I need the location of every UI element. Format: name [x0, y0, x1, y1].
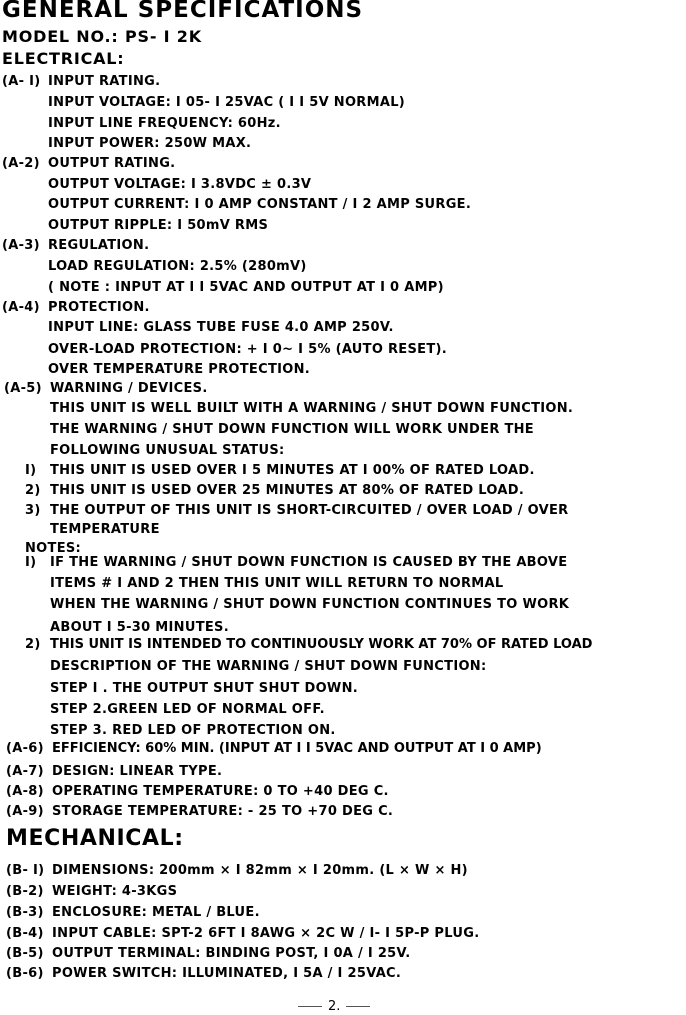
- spec-line: [2, 74, 160, 90]
- item-label: (A-2): [2, 156, 40, 171]
- item-text: POWER SWITCH: ILLUMINATED, I 5A / I 25VAC.: [52, 966, 402, 981]
- item-text: OUTPUT TERMINAL: BINDING POST, I 0A / I 25V.: [52, 946, 411, 961]
- notes-heading: NOTES:: [25, 541, 82, 556]
- model-number: MODEL NO.: PS- I 2K: [2, 27, 202, 46]
- page-number-rule: [346, 1006, 370, 1007]
- spec-line: [6, 966, 401, 982]
- spec-line: STEP I . THE OUTPUT SHUT SHUT DOWN.: [50, 681, 358, 696]
- section-heading-mechanical: MECHANICAL:: [6, 826, 184, 851]
- spec-line: [2, 300, 150, 316]
- spec-line: [25, 463, 535, 479]
- spec-line: [6, 926, 479, 942]
- spec-line: THE WARNING / SHUT DOWN FUNCTION WILL WORK UNDER THE: [50, 422, 534, 437]
- spec-line: [6, 804, 393, 820]
- spec-line: WHEN THE WARNING / SHUT DOWN FUNCTION CONTINUES TO WORK: [50, 597, 570, 612]
- item-text: THIS UNIT IS USED OVER 25 MINUTES AT 80% OF RATED LOAD.: [50, 483, 525, 498]
- item-label: (A-3): [2, 238, 40, 253]
- spec-line: [25, 637, 592, 653]
- spec-line: DESCRIPTION OF THE WARNING / SHUT DOWN FUNCTION:: [50, 659, 487, 674]
- item-label: 2): [25, 637, 41, 652]
- item-text: THE OUTPUT OF THIS UNIT IS SHORT-CIRCUITED / OVER LOAD / OVER: [50, 503, 569, 518]
- item-label: (A-6): [6, 741, 44, 756]
- spec-line: [2, 238, 149, 254]
- spec-line: [2, 156, 175, 172]
- page-number: [292, 999, 376, 1014]
- spec-line: [25, 555, 567, 571]
- spec-line: INPUT LINE: GLASS TUBE FUSE 4.0 AMP 250V.: [48, 320, 394, 335]
- page-title: GENERAL SPECIFICATIONS: [2, 0, 364, 23]
- item-label: (B-5): [6, 946, 44, 961]
- spec-line: INPUT LINE FREQUENCY: 60Hz.: [48, 116, 281, 131]
- item-text: INPUT CABLE: SPT-2 6FT I 8AWG × 2C W / I- I 5P-P PLUG.: [52, 926, 480, 941]
- spec-line: [6, 884, 177, 900]
- item-text: ENCLOSURE: METAL / BLUE.: [52, 905, 260, 920]
- spec-line: [6, 741, 542, 757]
- item-text: PROTECTION.: [48, 300, 150, 315]
- item-text: THIS UNIT IS USED OVER I 5 MINUTES AT I 00% OF RATED LOAD.: [50, 463, 535, 478]
- spec-line: LOAD REGULATION: 2.5% (280mV): [48, 259, 307, 274]
- item-text: THIS UNIT IS INTENDED TO CONTINUOUSLY WORK AT 70% OF RATED LOAD: [50, 637, 593, 652]
- spec-line: INPUT VOLTAGE: I 05- I 25VAC ( I I 5V NORMAL): [48, 95, 406, 110]
- spec-line: OVER TEMPERATURE PROTECTION.: [48, 362, 311, 377]
- spec-line: [25, 483, 524, 499]
- item-text: WARNING / DEVICES.: [50, 381, 208, 396]
- spec-line: [4, 381, 208, 397]
- spec-line: [6, 946, 410, 962]
- item-label: (B-3): [6, 905, 44, 920]
- spec-line: OVER-LOAD PROTECTION: + I 0~ I 5% (AUTO RESET).: [48, 342, 447, 357]
- item-text: WEIGHT: 4-3KGS: [52, 884, 178, 899]
- item-label: (B- I): [6, 863, 45, 878]
- spec-line: ABOUT I 5-30 MINUTES.: [50, 620, 229, 635]
- page-number-rule: [298, 1006, 322, 1007]
- item-text: DIMENSIONS: 200mm × I 82mm × I 20mm. (L × W × H): [52, 863, 468, 878]
- item-label: 2): [25, 483, 41, 498]
- item-label: 3): [25, 503, 41, 518]
- item-label: (B-2): [6, 884, 44, 899]
- spec-line: OUTPUT RIPPLE: I 50mV RMS: [48, 218, 269, 233]
- item-label: (A-8): [6, 784, 44, 799]
- section-heading-electrical: ELECTRICAL:: [2, 49, 125, 68]
- item-text: OPERATING TEMPERATURE: 0 TO +40 DEG C.: [52, 784, 389, 799]
- item-label: (A-5): [4, 381, 42, 396]
- spec-line: [25, 503, 568, 519]
- item-text: INPUT RATING.: [48, 74, 161, 89]
- item-label: I): [25, 555, 37, 570]
- spec-line: ( NOTE : INPUT AT I I 5VAC AND OUTPUT AT I 0 AMP): [48, 280, 444, 295]
- spec-line: TEMPERATURE: [50, 522, 160, 537]
- spec-line: [6, 905, 260, 921]
- item-label: (A-4): [2, 300, 40, 315]
- item-text: STORAGE TEMPERATURE: - 25 TO +70 DEG C.: [52, 804, 394, 819]
- spec-line: [6, 764, 222, 780]
- spec-line: STEP 3. RED LED OF PROTECTION ON.: [50, 723, 336, 738]
- item-text: OUTPUT RATING.: [48, 156, 176, 171]
- page-number-text: 2.: [328, 999, 341, 1014]
- item-label: (B-6): [6, 966, 44, 981]
- spec-line: [6, 863, 468, 879]
- item-label: I): [25, 463, 37, 478]
- item-text: DESIGN: LINEAR TYPE.: [52, 764, 223, 779]
- spec-line: OUTPUT VOLTAGE: I 3.8VDC ± 0.3V: [48, 177, 312, 192]
- item-label: (A-7): [6, 764, 44, 779]
- item-text: REGULATION.: [48, 238, 150, 253]
- spec-line: [6, 784, 389, 800]
- item-text: EFFICIENCY: 60% MIN. (INPUT AT I I 5VAC AND OUTPUT AT I 0 AMP): [52, 741, 542, 756]
- spec-line: STEP 2.GREEN LED OF NORMAL OFF.: [50, 702, 325, 717]
- item-text: IF THE WARNING / SHUT DOWN FUNCTION IS CAUSED BY THE ABOVE: [50, 555, 568, 570]
- item-label: (B-4): [6, 926, 44, 941]
- spec-line: ITEMS # I AND 2 THEN THIS UNIT WILL RETURN TO NORMAL: [50, 576, 504, 591]
- spec-line: INPUT POWER: 250W MAX.: [48, 136, 252, 151]
- item-label: (A- I): [2, 74, 41, 89]
- spec-line: OUTPUT CURRENT: I 0 AMP CONSTANT / I 2 AMP SURGE.: [48, 197, 472, 212]
- spec-line: FOLLOWING UNUSUAL STATUS:: [50, 443, 285, 458]
- item-label: (A-9): [6, 804, 44, 819]
- spec-line: THIS UNIT IS WELL BUILT WITH A WARNING / SHUT DOWN FUNCTION.: [50, 401, 574, 416]
